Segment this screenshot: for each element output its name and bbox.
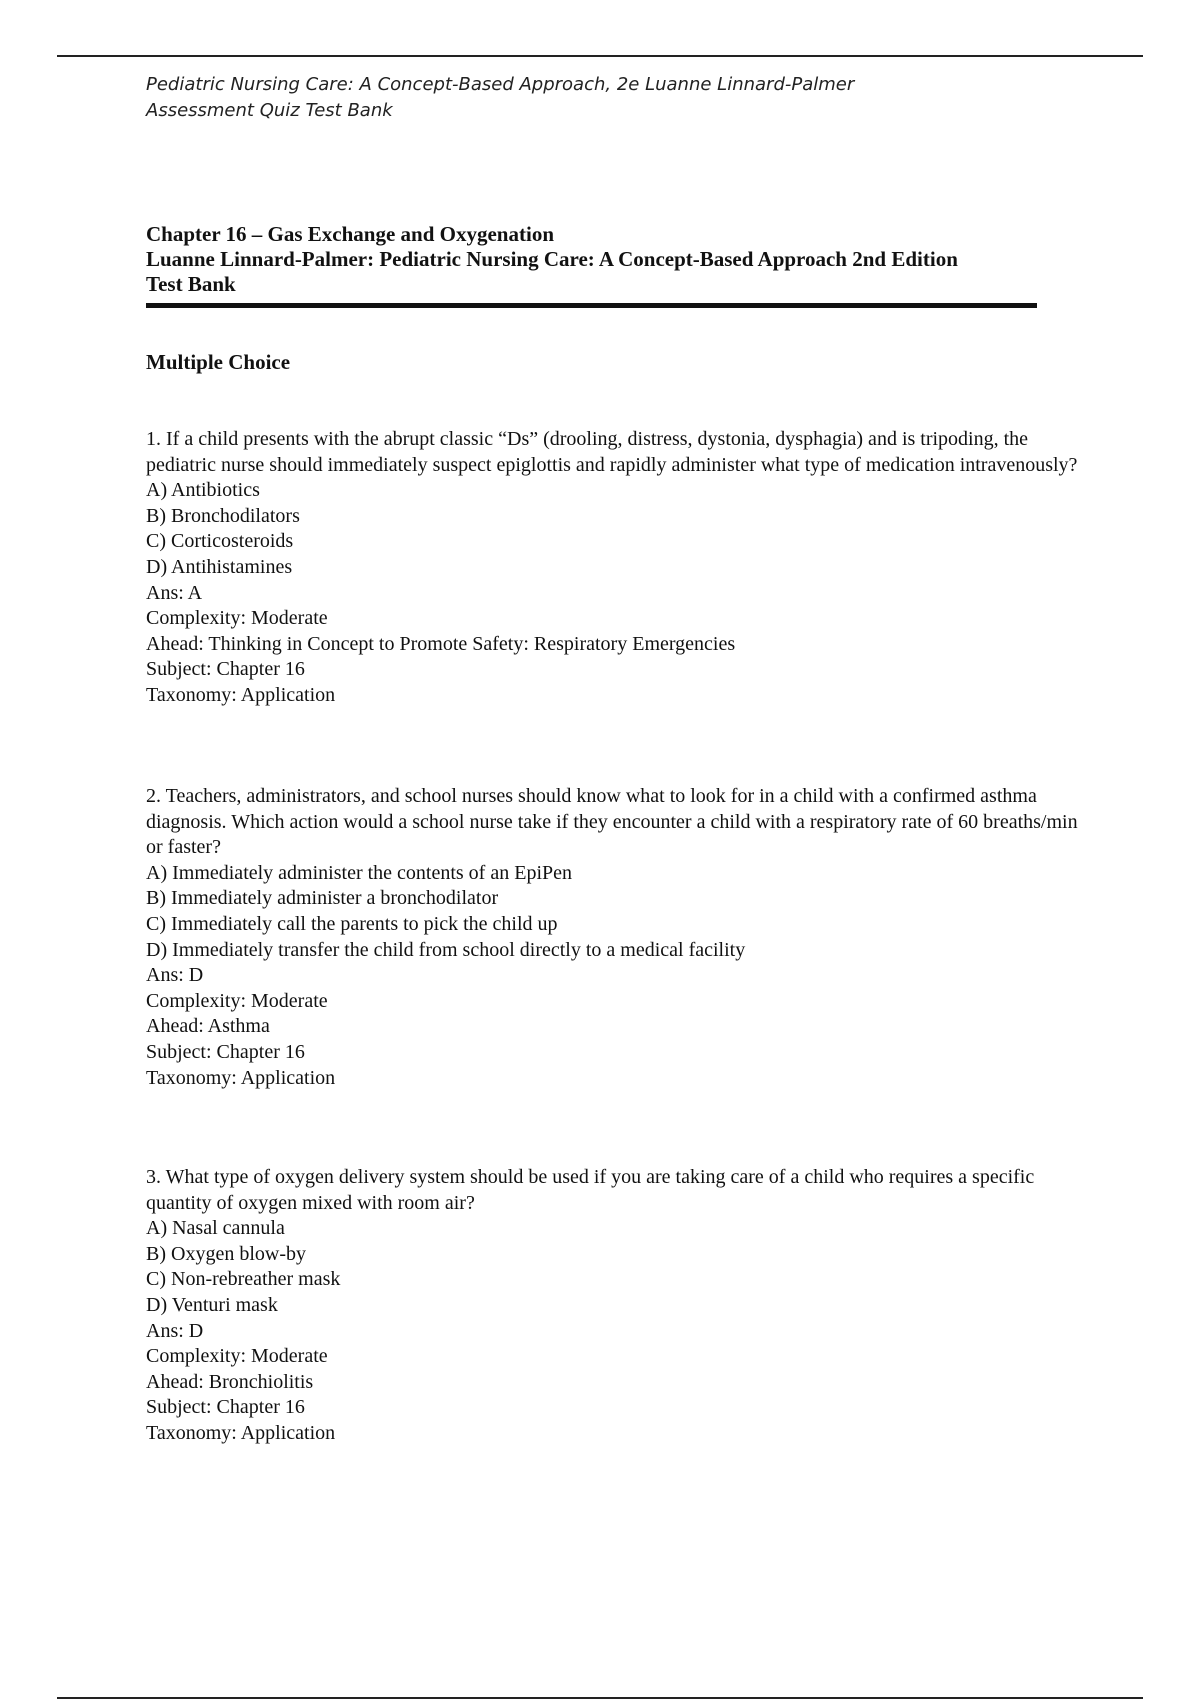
- ahead: Ahead: Bronchiolitis: [146, 1370, 314, 1393]
- subject: Subject: Chapter 16: [146, 1040, 305, 1063]
- subject: Subject: Chapter 16: [146, 658, 305, 681]
- option-d: D) Immediately transfer the child from school directly to a medical facility: [146, 938, 746, 961]
- option-c: C) Corticosteroids: [146, 530, 294, 553]
- title-block: [146, 222, 1036, 297]
- ahead: Ahead: Asthma: [146, 1015, 270, 1038]
- option-a: A) Nasal cannula: [146, 1217, 285, 1240]
- running-header: [146, 72, 854, 124]
- option-c: C) Non-rebreather mask: [146, 1268, 341, 1291]
- header-line-2: Assessment Quiz Test Bank: [146, 100, 393, 121]
- option-d: D) Antihistamines: [146, 555, 293, 578]
- bottom-rule: [57, 1697, 1143, 1699]
- answer: Ans: A: [146, 581, 203, 604]
- question-stem: 1. If a child presents with the abrupt classic “Ds” (drooling, distress, dystonia, dysphagia) and is tripoding, the pediatric nurse should immediately suspect epiglottis and rapidly administer what type of medication intravenously?: [146, 428, 1078, 476]
- taxonomy: Taxonomy: Application: [146, 683, 336, 706]
- top-rule: [57, 55, 1143, 57]
- option-b: B) Oxygen blow-by: [146, 1242, 306, 1265]
- chapter-title: Chapter 16 – Gas Exchange and Oxygenation: [146, 222, 554, 246]
- question-1: [146, 427, 1096, 709]
- question-2: [146, 784, 1096, 1091]
- option-a: A) Immediately administer the contents of an EpiPen: [146, 861, 572, 884]
- question-stem: 2. Teachers, administrators, and school nurses should know what to look for in a child with a confirmed asthma diagnosis. Which action would a school nurse take if they encounter a child with a respiratory rate of 60 breaths/min or faster?: [146, 785, 1078, 859]
- question-stem: 3. What type of oxygen delivery system should be used if you are taking care of a child who requires a specific quantity of oxygen mixed with room air?: [146, 1166, 1035, 1214]
- question-3: [146, 1165, 1096, 1447]
- option-a: A) Antibiotics: [146, 479, 260, 502]
- complexity: Complexity: Moderate: [146, 989, 328, 1012]
- title-subtitle: Test Bank: [146, 272, 236, 296]
- taxonomy: Taxonomy: Application: [146, 1421, 336, 1444]
- option-d: D) Venturi mask: [146, 1293, 278, 1316]
- book-title: Luanne Linnard-Palmer: Pediatric Nursing Care: A Concept-Based Approach 2nd Edition: [146, 247, 958, 271]
- answer: Ans: D: [146, 1319, 204, 1342]
- option-c: C) Immediately call the parents to pick the child up: [146, 912, 558, 935]
- header-line-1: Pediatric Nursing Care: A Concept-Based Approach, 2e Luanne Linnard-Palmer: [146, 74, 855, 95]
- complexity: Complexity: Moderate: [146, 607, 328, 630]
- ahead: Ahead: Thinking in Concept to Promote Safety: Respiratory Emergencies: [146, 632, 736, 655]
- option-b: B) Immediately administer a bronchodilator: [146, 887, 499, 910]
- option-b: B) Bronchodilators: [146, 504, 300, 527]
- taxonomy: Taxonomy: Application: [146, 1066, 336, 1089]
- section-heading: Multiple Choice: [146, 350, 291, 374]
- subject: Subject: Chapter 16: [146, 1396, 305, 1419]
- answer: Ans: D: [146, 964, 204, 987]
- complexity: Complexity: Moderate: [146, 1345, 328, 1368]
- title-rule: [146, 303, 1037, 308]
